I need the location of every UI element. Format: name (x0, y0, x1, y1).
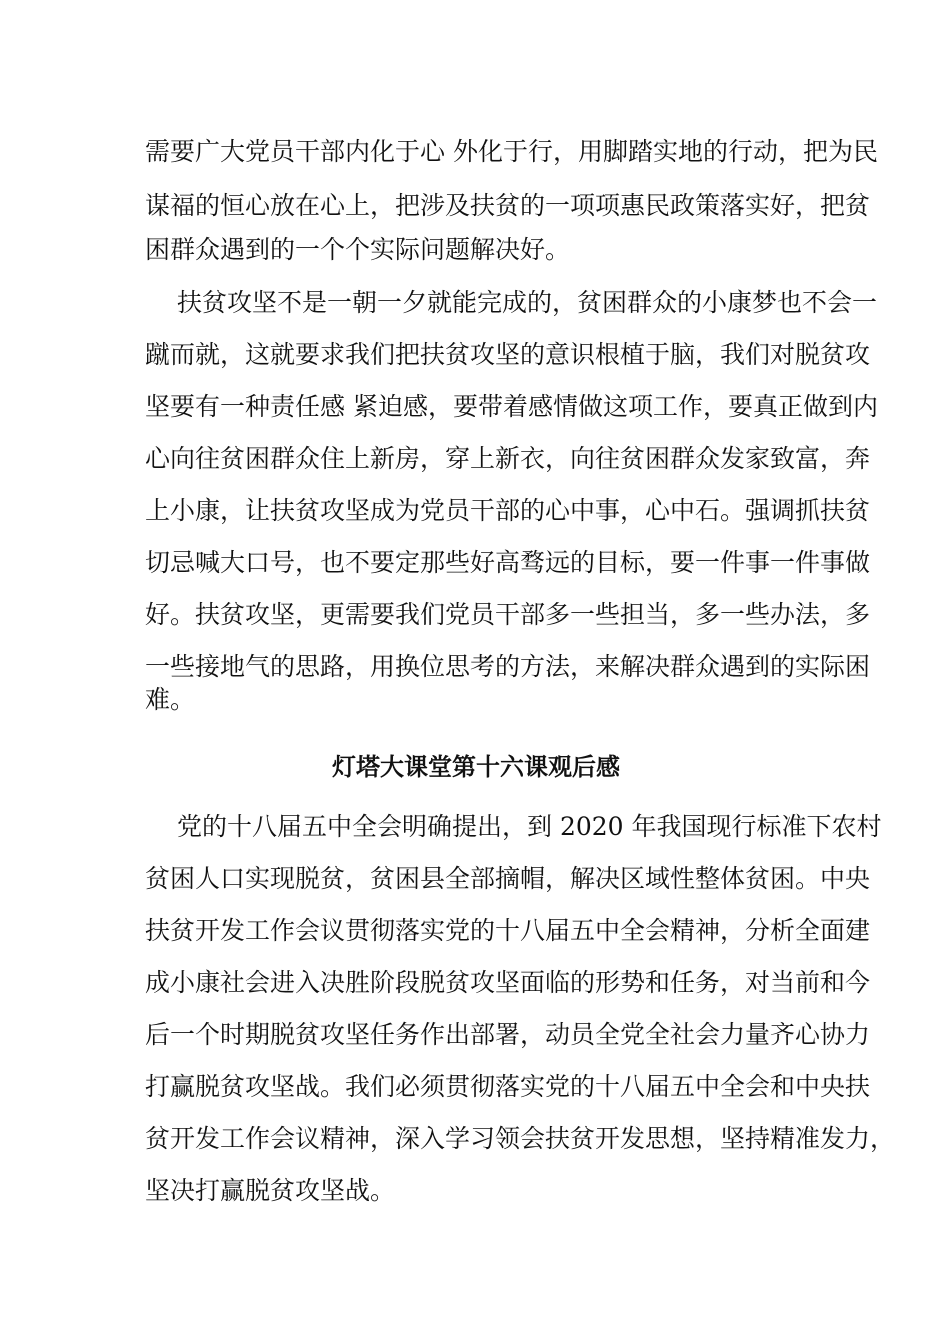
paragraph-2-line-5: 上小康，让扶贫攻坚成为党员干部的心中事，心中石。强调抓扶贫 (145, 496, 871, 525)
section-paragraph-line-1: 党的十八届五中全会明确提出，到 2020 年我国现行标准下农村 (177, 812, 882, 841)
section-title: 灯塔大课堂第十六课观后感 (332, 753, 620, 781)
section-paragraph-line-4: 成小康社会进入决胜阶段脱贫攻坚面临的形势和任务，对当前和今 (145, 968, 871, 997)
section-paragraph-line-2: 贫困人口实现脱贫，贫困县全部摘帽，解决区域性整体贫困。中央 (145, 864, 871, 893)
section-paragraph-line-6: 打赢脱贫攻坚战。我们必须贯彻落实党的十八届五中全会和中央扶 (145, 1072, 871, 1101)
section-paragraph-line-7: 贫开发工作会议精神，深入学习领会扶贫开发思想，坚持精准发力， (145, 1124, 896, 1153)
paragraph-1-line-2: 谋福的恒心放在心上，把涉及扶贫的一项项惠民政策落实好，把贫 (145, 191, 871, 220)
paragraph-2-line-2: 蹴而就，这就要求我们把扶贫攻坚的意识根植于脑，我们对脱贫攻 (145, 340, 871, 369)
paragraph-2-line-4: 心向往贫困群众住上新房，穿上新衣，向往贫困群众发家致富，奔 (145, 444, 871, 473)
paragraph-2-line-1: 扶贫攻坚不是一朝一夕就能完成的，贫困群众的小康梦也不会一 (177, 288, 878, 317)
section-paragraph-line-8: 坚决打赢脱贫攻坚战。 (145, 1176, 396, 1205)
paragraph-1-line-3: 困群众遇到的一个个实际问题解决好。 (145, 235, 571, 264)
section-paragraph-line-5: 后一个时期脱贫攻坚任务作出部署，动员全党全社会力量齐心协力 (145, 1020, 871, 1049)
section-paragraph-line-3: 扶贫开发工作会议贯彻落实党的十八届五中全会精神，分析全面建 (145, 916, 871, 945)
paragraph-2-line-9: 难。 (145, 685, 196, 714)
paragraph-2-line-8: 一些接地气的思路，用换位思考的方法，来解决群众遇到的实际困 (145, 652, 871, 681)
paragraph-2-line-3: 坚要有一种责任感 紧迫感，要带着感情做这项工作，要真正做到内 (145, 392, 878, 421)
paragraph-2-line-6: 切忌喊大口号，也不要定那些好高骛远的目标，要一件事一件事做 (145, 548, 871, 577)
paragraph-2-line-7: 好。扶贫攻坚，更需要我们党员干部多一些担当，多一些办法，多 (145, 600, 871, 629)
paragraph-1-line-1: 需要广大党员干部内化于心 外化于行，用脚踏实地的行动，把为民 (145, 137, 878, 166)
